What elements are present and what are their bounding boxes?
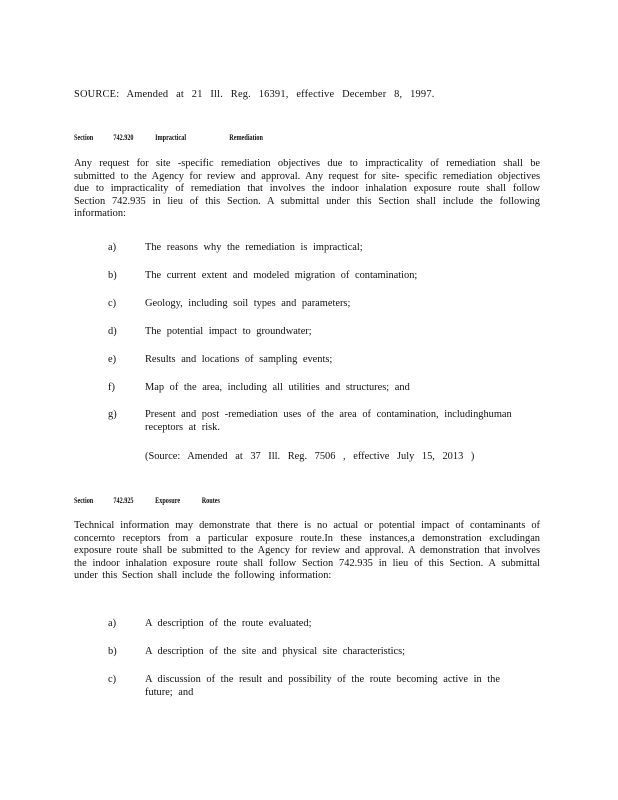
section-title-word-1: Exposure bbox=[155, 495, 181, 505]
section-title-word-2: Routes bbox=[201, 495, 220, 505]
section-number: 742.925 bbox=[113, 495, 134, 505]
source-note: SOURCE: Amended at 21 Ill. Reg. 16391, effective December 8, 1997. bbox=[74, 89, 435, 100]
list-item-text: The reasons why the remediation is impractical; bbox=[145, 242, 363, 253]
list-item-label: d) bbox=[108, 326, 117, 337]
list-item-label: c) bbox=[108, 674, 117, 685]
list-item-text: Present and post -remediation uses of the area of contamination, includinghuman receptors at risk. bbox=[145, 409, 512, 433]
source-citation: (Source: Amended at 37 Ill. Reg. 7506 , effective July 15, 2013 ) bbox=[145, 451, 475, 462]
list-item-text: Map of the area, including all utilities and structures; and bbox=[145, 382, 410, 393]
section-heading-742-925 bbox=[74, 494, 220, 507]
section-heading-742-920 bbox=[74, 131, 263, 144]
list-item-text: Geology, including soil types and parameters; bbox=[145, 298, 351, 309]
section-title-word-2: Remediation bbox=[229, 132, 263, 142]
section-number: 742.920 bbox=[113, 132, 134, 142]
list-item-label: b) bbox=[108, 270, 117, 281]
list-item-label: c) bbox=[108, 298, 117, 309]
list-item-label: a) bbox=[108, 242, 117, 253]
section-paragraph: Any request for site -specific remediation objectives due to impracticality of remediation shall be submitted to the Agency for review and approval. Any request for site- specific remediation objectives due to impracticality of remediation that involves the indoor inhalation exposure route shall follow Section 742.935 in lieu of this Section. A submittal under this Section shall include the following information: bbox=[74, 158, 540, 220]
list-item-text: The current extent and modeled migration of contamination; bbox=[145, 270, 418, 281]
section-label: Section bbox=[74, 495, 94, 505]
list-item-text: Results and locations of sampling events; bbox=[145, 354, 333, 365]
list-item-label: b) bbox=[108, 646, 117, 657]
list-item-text: The potential impact to groundwater; bbox=[145, 326, 312, 337]
list-item-label: e) bbox=[108, 354, 117, 365]
list-item-label: g) bbox=[108, 409, 117, 420]
section-title-word-1: Impractical bbox=[155, 132, 187, 142]
list-item-text: A description of the route evaluated; bbox=[145, 618, 312, 629]
section-paragraph: Technical information may demonstrate that there is no actual or potential impact of contaminants of concernto receptors from a particular exposure route.In these instances,a demonstration excludingan exposure route shall be submitted to the Agency for review and approval. A demonstration that involves the indoor inhalation exposure route shall follow Section 742.935 in lieu of this Section. A submittal under this Section shall include the following information: bbox=[74, 520, 540, 582]
list-item-label: f) bbox=[108, 382, 115, 393]
section-label: Section bbox=[74, 132, 94, 142]
list-item-label: a) bbox=[108, 618, 117, 629]
list-item-text: A description of the site and physical site characteristics; bbox=[145, 646, 406, 657]
list-item-text: A discussion of the result and possibility of the route becoming active in the future; and bbox=[145, 674, 500, 698]
